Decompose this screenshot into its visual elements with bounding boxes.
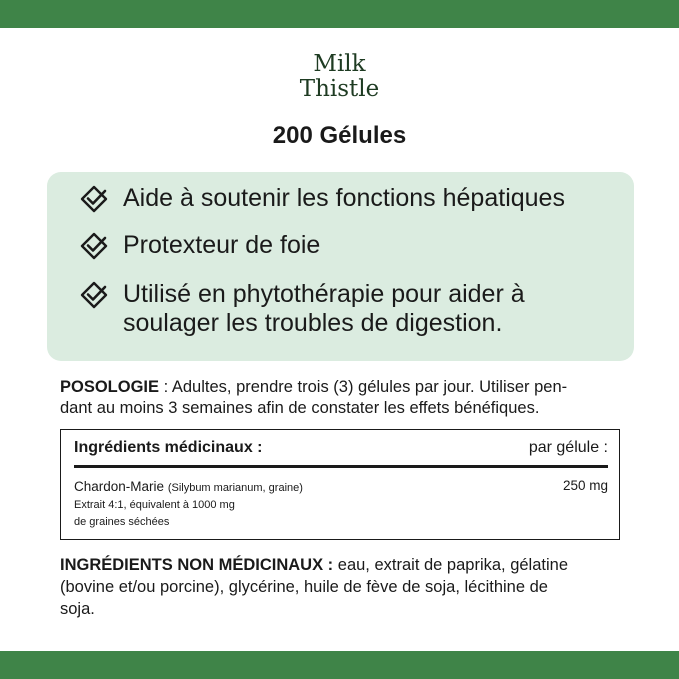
benefit-text: Utilisé en phytothérapie pour aider à soulager les troubles de digestion. <box>123 280 525 337</box>
product-name-line2: Thistle <box>299 76 380 102</box>
dosage-text-cont: dant au moins 3 semaines afin de constater les effets bénéfiques. <box>60 399 540 417</box>
ingredient-detail: de graines séchées <box>74 516 170 528</box>
benefits-panel <box>47 172 634 361</box>
ingredient-latin: (Silybum marianum, graine) <box>167 482 303 494</box>
bottom-brand-bar <box>0 651 679 679</box>
table-header-right: par gélule : <box>528 439 608 456</box>
benefit-text: Protexteur de foie <box>123 231 321 259</box>
table-row <box>74 478 608 531</box>
benefit-item <box>80 184 633 213</box>
benefit-text: Aide à soutenir les fonctions hépatiques <box>123 184 565 212</box>
non-medicinal-paragraph <box>60 554 625 620</box>
table-divider <box>74 465 608 468</box>
product-name-line1: Milk <box>313 51 366 77</box>
ingredient-detail: Extrait 4:1, équivalent à 1000 mg <box>74 499 235 511</box>
check-badge-icon <box>80 185 108 213</box>
check-badge-icon <box>80 232 108 260</box>
non-medicinal-text: eau, extrait de paprika, gélatine <box>333 556 569 574</box>
non-medicinal-label: INGRÉDIENTS NON MÉDICINAUX : <box>60 556 334 574</box>
medicinal-ingredients-table <box>60 429 620 540</box>
benefit-item <box>80 280 633 338</box>
top-brand-bar <box>0 0 679 28</box>
dosage-label: POSOLOGIE <box>60 378 160 396</box>
benefit-item <box>80 231 633 260</box>
table-header <box>74 439 608 461</box>
table-header-left: Ingrédients médicinaux : <box>74 439 263 456</box>
ingredient-amount: 250 mg <box>562 478 608 493</box>
check-badge-icon <box>80 281 108 309</box>
non-medicinal-text-cont: soja. <box>60 600 95 618</box>
product-name <box>0 52 679 102</box>
non-medicinal-text-cont: (bovine et/ou porcine), glycérine, huile de fève de soja, lécithine de <box>60 578 548 596</box>
ingredient-name: Chardon-Marie (Silybum marianum, graine) <box>74 479 303 494</box>
dosage-text: : Adultes, prendre trois (3) gélules par jour. Utiliser pen- <box>159 378 568 396</box>
capsule-count: 200 Gélules <box>272 122 407 149</box>
dosage-paragraph <box>60 377 620 419</box>
